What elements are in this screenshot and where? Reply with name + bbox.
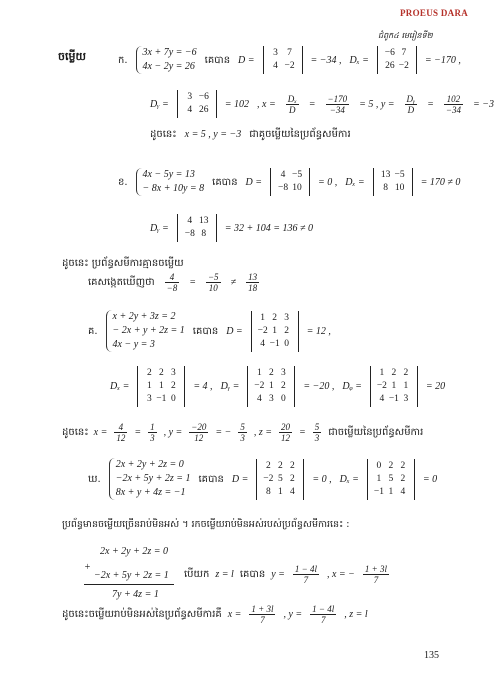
- take-kh: បើយក: [184, 569, 210, 580]
- conclusion-math: x = 5 , y = −3: [184, 129, 242, 140]
- d-value: = 0 ,: [318, 176, 338, 188]
- equation: 4x − y = 3: [112, 339, 155, 350]
- y-frac: $\frac{\text{Dᵧ}}{D}$: [406, 93, 416, 115]
- dx-label: Dₓ =: [110, 381, 130, 392]
- y-label: y =: [271, 569, 285, 580]
- d-value: = 0 ,: [312, 473, 332, 485]
- y-frac2: $\frac{5}{3}$: [240, 422, 245, 443]
- sum-result: 7y + 4z = 1: [112, 589, 159, 600]
- y-pre: = −: [215, 427, 232, 438]
- y-frac2: $\frac{102}{-34}$: [445, 93, 461, 115]
- y-label: , y =: [163, 427, 183, 438]
- equation: − 2x + y + 2z = 1: [112, 325, 185, 336]
- have-text: គេបាន: [212, 176, 238, 188]
- dy-label: Dᵧ =: [150, 222, 169, 234]
- dx-value: = 0: [422, 473, 438, 485]
- part-b-label: ខ.: [118, 176, 128, 188]
- det-Dx: 13 −5 8 10: [373, 168, 413, 196]
- eq: =: [298, 427, 306, 438]
- eq: =: [427, 98, 434, 110]
- det-Dz: 1 2 2 −2 1 1 4 −1 3: [370, 366, 418, 407]
- det-Dy: 1 2 3 −2 1 2 4 3 0: [247, 366, 295, 407]
- answer-label: ចម្លើយ: [58, 50, 86, 63]
- part-c-system: [106, 310, 185, 352]
- have-text: គេបាន: [192, 325, 219, 337]
- conclusion-kh2: ជាគូចម្លើយនៃប្រព័ន្ធសមីការ: [249, 129, 351, 140]
- sum-eq1: 2x + 2y + 2z = 0: [100, 546, 169, 557]
- part-a-line2: [150, 90, 494, 118]
- equation: 3x + 7y = −6: [142, 47, 197, 58]
- eq: =: [134, 427, 142, 438]
- det-D: 4 −5 −8 10: [270, 168, 310, 196]
- part-c-conclusion: [62, 422, 423, 443]
- x-frac2: $\frac{1}{3}$: [150, 422, 155, 443]
- part-b-line2: [150, 214, 313, 242]
- equation: 4x − 2y = 26: [142, 61, 195, 72]
- equation: − 8x + 10y = 8: [142, 183, 205, 194]
- part-d-line1: [88, 458, 437, 500]
- dy-label: Dᵧ =: [220, 381, 240, 392]
- y-label: , y =: [283, 609, 303, 620]
- z-label: , z =: [253, 427, 272, 438]
- have-text: គេបាន: [239, 569, 266, 580]
- dx-value: = 170 ≠ 0: [420, 176, 461, 188]
- equation: 2x + 2y + 2z = 0: [115, 459, 184, 470]
- equation: −2x + 5y + 2z = 1: [115, 473, 191, 484]
- dz-label: Dᵩ =: [342, 381, 362, 392]
- sum-line: [84, 584, 174, 585]
- final-kh: ដូចនេះចម្លើយរាប់មិនអស់នៃប្រព័ន្ធសមីការគឺ: [62, 609, 222, 620]
- y-frac: $\frac{1 - 4l}{7}$: [312, 604, 335, 625]
- part-c-label: គ.: [88, 325, 98, 337]
- det-Dx: −6 7 26 −2: [377, 46, 417, 74]
- part-b-note: [88, 272, 261, 293]
- ratio-3: $\frac{13}{18}$: [248, 272, 258, 293]
- eq: =: [308, 98, 316, 110]
- page-number: 135: [424, 650, 439, 661]
- conclusion-kh: ដូចនេះ: [62, 427, 89, 438]
- take-math: z = l: [215, 569, 234, 580]
- d-label: D =: [226, 325, 243, 337]
- y-frac: $\frac{-20}{12}$: [191, 422, 207, 443]
- part-d-label: ឃ.: [88, 473, 101, 485]
- part-b-line1: [118, 168, 460, 196]
- x-result: = 5 , y =: [359, 98, 395, 110]
- x-label: x =: [93, 427, 108, 438]
- part-c-line1: [88, 310, 331, 352]
- dy-value: = 32 + 104 = 136 ≠ 0: [224, 222, 314, 234]
- ratio-1: $\frac{4}{-8}$: [166, 272, 178, 293]
- neq: ≠: [230, 277, 237, 288]
- dy-value: = 102: [224, 98, 250, 110]
- d-label: D =: [245, 176, 263, 188]
- d-value: = −34 ,: [310, 54, 342, 66]
- d-label: D =: [231, 473, 249, 485]
- conclusion-kh2: ជាចម្លើយនៃប្រព័ន្ធសមីការ: [328, 427, 424, 438]
- det-D: 1 2 3 −2 1 2 4 −1 0: [251, 311, 299, 352]
- z-value: , z = l: [344, 609, 368, 620]
- d-value: = 12 ,: [306, 325, 331, 337]
- brand-header: PROEUS DARA: [400, 8, 469, 18]
- x-frac: $\frac{\text{Dₓ}}{D}$: [287, 93, 297, 115]
- part-a-label: ក.: [118, 54, 128, 66]
- det-D: 3 7 4 −2: [263, 46, 303, 74]
- det-Dx: 0 2 2 1 5 2 −1 1 4: [367, 459, 415, 500]
- equation: x + 2y + 3z = 2: [112, 311, 176, 322]
- y-frac: $\frac{1 - 4l}{7}$: [294, 564, 317, 585]
- det-Dy: 4 13 −8 8: [177, 214, 217, 242]
- final-line: [62, 604, 368, 625]
- equation: 8x + y + 4z = −1: [115, 487, 186, 498]
- infinite-param: [184, 564, 391, 585]
- d-label: D =: [238, 54, 255, 66]
- dx-value: = 4 ,: [193, 381, 213, 392]
- sum-eq2: −2x + 5y + 2z = 1: [94, 570, 169, 581]
- z-frac: $\frac{20}{12}$: [280, 422, 290, 443]
- part-a-conclusion: [150, 127, 351, 142]
- x-frac: $\frac{1 + 3l}{7}$: [251, 604, 274, 625]
- dx-label: Dₓ =: [345, 176, 365, 188]
- x-eq: , x =: [257, 98, 276, 110]
- dy-value: = −20 ,: [303, 381, 335, 392]
- dy-label: Dᵧ =: [150, 98, 169, 110]
- chapter-header: ជំពូក៤ មេរៀនទី២: [378, 31, 433, 40]
- x-label: , x = −: [326, 569, 355, 580]
- z-frac2: $\frac{5}{3}$: [314, 422, 320, 443]
- det-D: 2 2 2 −2 5 2 8 1 4: [256, 459, 304, 500]
- have-text: គេបាន: [204, 54, 231, 66]
- conclusion-kh: ដូចនេះ: [150, 129, 177, 140]
- plus-sign: +: [84, 562, 91, 573]
- have-text: គេបាន: [198, 473, 224, 485]
- y-result: = −3: [472, 98, 494, 110]
- det-Dx: 2 2 3 1 1 2 3 −1 0: [137, 366, 185, 407]
- note-kh: គេសង្កេតឃើញថា: [88, 277, 155, 288]
- x-frac: $\frac{1 + 3l}{7}$: [364, 564, 387, 585]
- part-a-line1: [118, 46, 461, 74]
- ratio-2: $\frac{-5}{10}$: [207, 272, 219, 293]
- dx-value: = −170 ,: [424, 54, 461, 66]
- x-frac: $\frac{4}{12}$: [116, 422, 126, 443]
- dx-label: Dₓ =: [349, 54, 369, 66]
- part-b-system: [136, 168, 205, 196]
- x-frac2: $\frac{-170}{-34}$: [327, 93, 348, 115]
- det-Dy: 3 −6 4 26: [177, 90, 217, 118]
- eq: =: [189, 277, 196, 288]
- dz-value: = 20: [425, 381, 446, 392]
- part-b-conclusion: ដូចនេះ ប្រព័ន្ធសមីការគ្មានចម្លើយ: [62, 258, 184, 269]
- part-c-line2: [110, 366, 445, 407]
- dx-label: Dₓ =: [339, 473, 359, 485]
- part-d-system: [109, 458, 191, 500]
- x-label: x =: [227, 609, 242, 620]
- equation: 4x − 5y = 13: [142, 169, 195, 180]
- part-a-system: [136, 46, 197, 74]
- infinite-statement: ប្រព័ន្ធមានចម្លើយច្រើនរាប់មិនអស់ ។ រកចម្លើយរាប់មិនអស់របស់ប្រព័ន្ធសមីការនេះ :: [62, 519, 350, 530]
